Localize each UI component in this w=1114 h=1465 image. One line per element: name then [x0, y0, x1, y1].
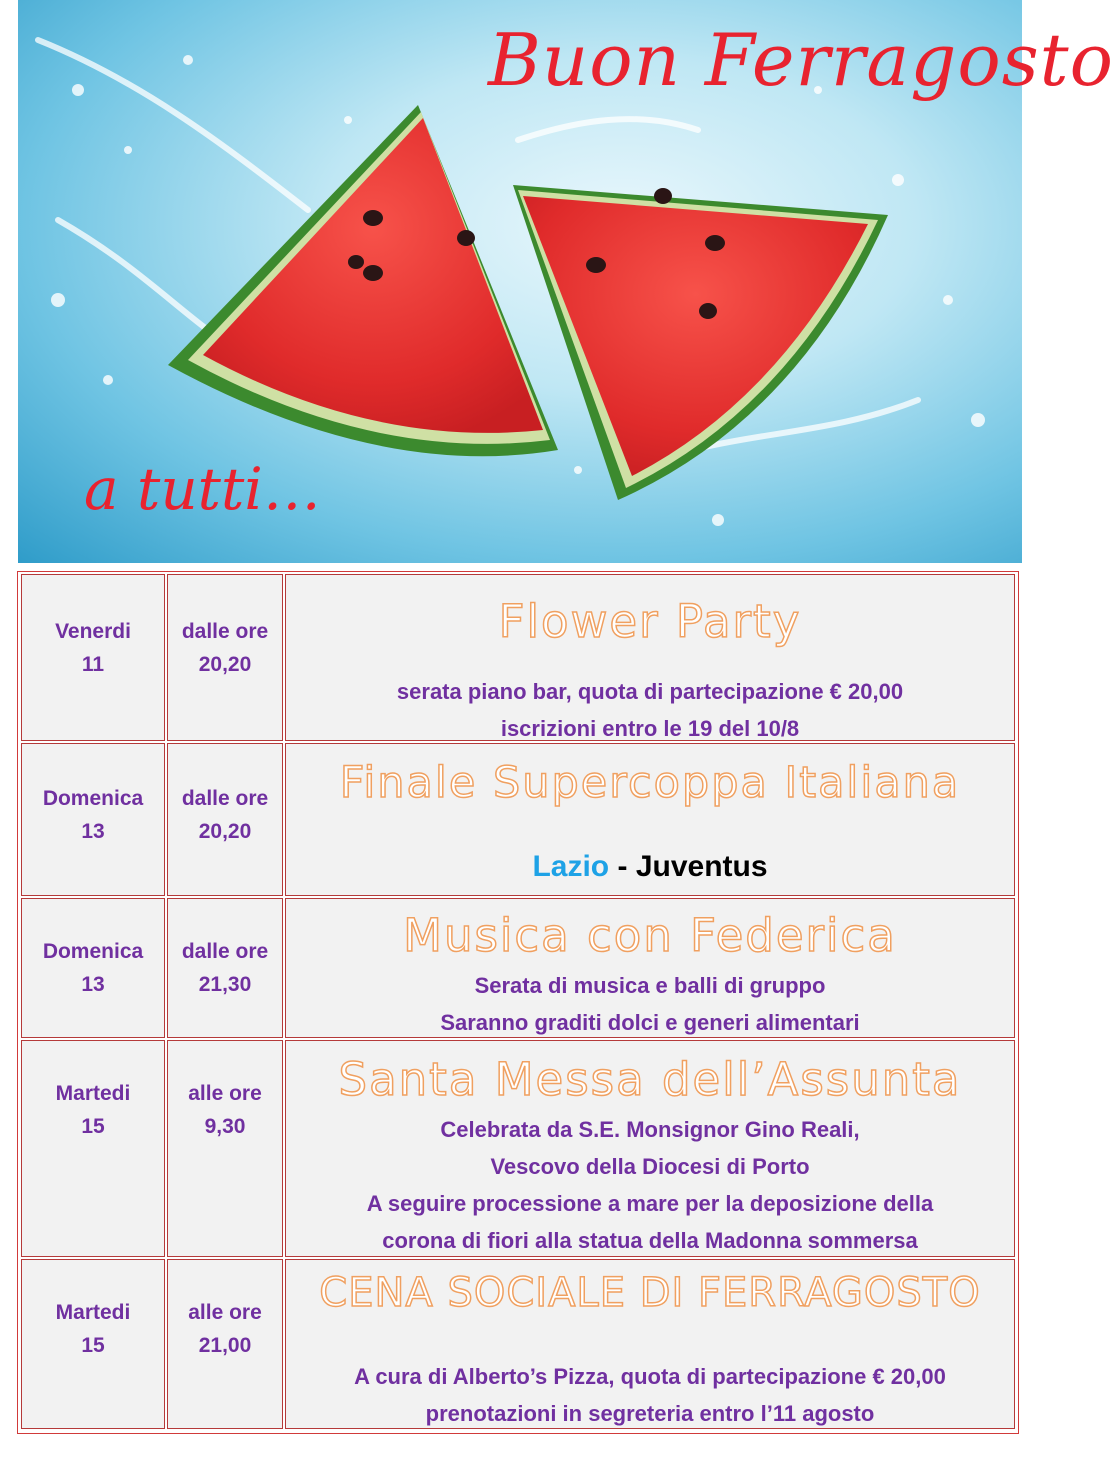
day-date: 13 — [81, 973, 105, 996]
event-title: Santa Messa dell’Assunta — [338, 1053, 962, 1106]
day-name: Martedi — [55, 1082, 131, 1105]
time-value: 21,00 — [198, 1334, 252, 1357]
hero-banner — [18, 0, 1114, 563]
team-away: Juventus — [635, 850, 768, 883]
day-cell — [21, 898, 165, 1038]
event-desc-line: Serata di musica e balli di gruppo — [474, 973, 826, 998]
event-row — [21, 898, 1015, 1038]
event-cell — [285, 1040, 1015, 1257]
event-cell — [285, 574, 1015, 741]
event-row — [21, 743, 1015, 896]
time-value: 20,20 — [198, 653, 252, 676]
day-date: 15 — [81, 1334, 105, 1357]
event-cell — [285, 898, 1015, 1038]
team-home: Lazio — [532, 850, 610, 883]
event-title: Flower Party — [498, 595, 802, 648]
day-date: 13 — [81, 820, 105, 843]
time-prefix: dalle ore — [181, 787, 269, 810]
event-desc-line: iscrizioni entro le 19 del 10/8 — [500, 716, 800, 741]
day-cell — [21, 1259, 165, 1429]
day-cell — [21, 743, 165, 896]
event-desc-line: serata piano bar, quota di partecipazione € 20,00 — [396, 679, 904, 704]
banner-subtitle: a tutti… — [84, 455, 321, 523]
event-row — [21, 1259, 1015, 1429]
time-prefix: alle ore — [188, 1301, 262, 1324]
time-prefix: dalle ore — [181, 940, 269, 963]
event-title: CENA SOCIALE DI FERRAGOSTO — [319, 1270, 981, 1316]
day-name: Domenica — [42, 940, 144, 963]
time-cell — [167, 898, 283, 1038]
day-name: Venerdi — [55, 620, 131, 643]
day-cell — [21, 1040, 165, 1257]
match-line — [286, 850, 1014, 884]
time-prefix: dalle ore — [181, 620, 269, 643]
event-title: Finale Supercoppa Italiana — [339, 758, 961, 808]
event-row — [21, 1040, 1015, 1257]
day-date: 15 — [81, 1115, 105, 1138]
day-cell — [21, 574, 165, 741]
event-desc-line: Vescovo della Diocesi di Porto — [490, 1154, 810, 1179]
event-desc-line: Saranno graditi dolci e generi alimentari — [440, 1010, 860, 1035]
event-cell — [285, 743, 1015, 896]
match-separator: - — [617, 850, 628, 883]
event-title: Musica con Federica — [403, 909, 897, 962]
day-name: Domenica — [42, 787, 144, 810]
time-prefix: alle ore — [188, 1082, 262, 1105]
event-desc-line: Celebrata da S.E. Monsignor Gino Reali, — [440, 1117, 860, 1142]
time-value: 9,30 — [204, 1115, 246, 1138]
time-value: 20,20 — [198, 820, 252, 843]
time-cell — [167, 1040, 283, 1257]
time-value: 21,30 — [198, 973, 252, 996]
event-desc-line: A cura di Alberto’s Pizza, quota di partecipazione € 20,00 — [354, 1364, 946, 1389]
event-schedule-table — [17, 571, 1019, 1434]
banner-title: Buon Ferragosto — [488, 18, 1114, 102]
time-cell — [167, 574, 283, 741]
event-desc-line: A seguire processione a mare per la deposizione della — [366, 1191, 934, 1216]
day-name: Martedi — [55, 1301, 131, 1324]
event-cell — [285, 1259, 1015, 1429]
event-row — [21, 574, 1015, 741]
time-cell — [167, 743, 283, 896]
time-cell — [167, 1259, 283, 1429]
day-date: 11 — [81, 653, 105, 676]
event-desc-line: corona di fiori alla statua della Madonna sommersa — [382, 1228, 918, 1253]
event-desc-line: prenotazioni in segreteria entro l’11 agosto — [425, 1401, 875, 1426]
